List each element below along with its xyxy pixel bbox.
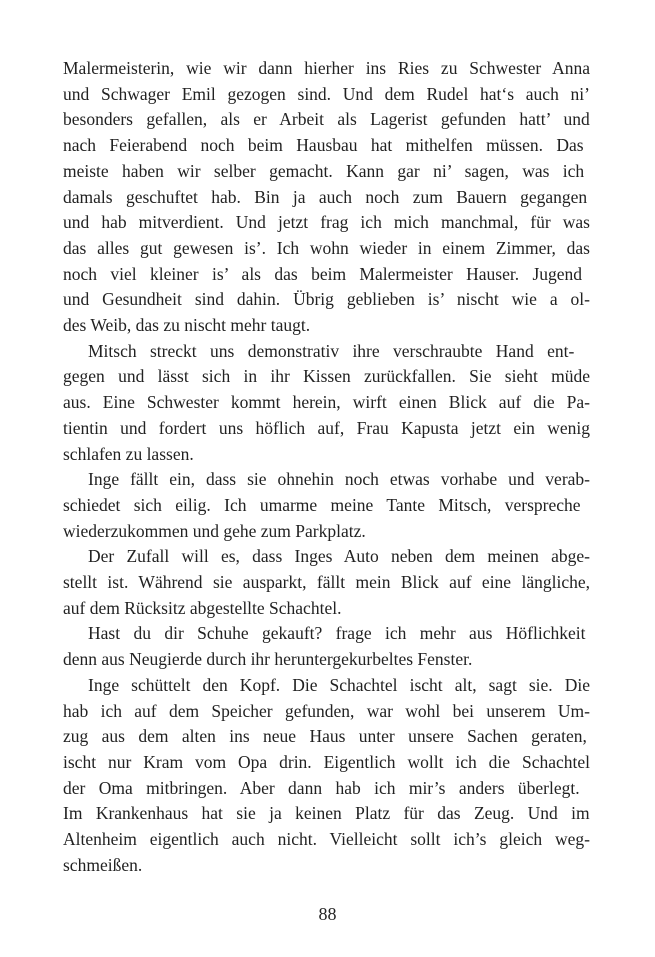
text-line-content: Inge fällt ein, dass sie ohnehin noch etwas vorhabe und verab-: [88, 469, 590, 490]
text-line: [63, 493, 590, 519]
text-line: [63, 107, 590, 133]
text-line: [63, 519, 590, 545]
text-line-content: Im Krankenhaus hat sie ja keinen Platz für das Zeug. Und im: [63, 803, 590, 824]
text-line: [63, 262, 590, 288]
text-line-content: Mitsch streckt uns demonstrativ ihre verschraubte Hand ent-: [88, 340, 575, 361]
text-line: [63, 210, 590, 236]
text-line-content: Altenheim eigentlich auch nicht. Vielleicht sollt ich’s gleich weg-: [63, 829, 590, 850]
text-line-content: gegen und lässt sich in ihr Kissen zurückfallen. Sie sieht müde: [63, 366, 590, 387]
text-line: [63, 544, 590, 570]
text-line-content: der Oma mitbringen. Aber dann hab ich mir’s anders überlegt.: [63, 777, 580, 798]
text-line: [63, 56, 590, 82]
text-line: [63, 133, 590, 159]
text-line-content: Malermeisterin, wie wir dann hierher ins Ries zu Schwester Anna: [63, 58, 590, 78]
page-text: [63, 56, 590, 879]
text-line: [63, 596, 590, 622]
text-line-content: schiedet sich eilig. Ich umarme meine Tante Mitsch, verspreche: [63, 494, 581, 515]
text-line: [63, 236, 590, 262]
text-line-content: denn aus Neugierde durch ihr heruntergekurbeltes Fenster.: [63, 649, 473, 670]
text-line-content: schlafen zu lassen.: [63, 443, 194, 464]
text-line: [63, 647, 590, 673]
text-line-content: nach Feierabend noch beim Hausbau hat mithelfen müssen. Das: [63, 135, 584, 156]
text-line: [63, 339, 590, 365]
text-line: [63, 853, 590, 879]
text-line-content: auf dem Rücksitz abgestellte Schachtel.: [63, 597, 342, 618]
text-line: [63, 827, 590, 853]
text-line-content: und Schwager Emil gezogen sind. Und dem Rudel hat‘s auch ni’: [63, 83, 590, 104]
text-line-content: besonders gefallen, als er Arbeit als Lagerist gefunden hatt’ und: [63, 109, 590, 130]
text-line: [63, 82, 590, 108]
text-line: [63, 776, 590, 802]
text-line: [63, 364, 590, 390]
text-line: [63, 185, 590, 211]
text-line: [63, 467, 590, 493]
text-line-content: meiste haben wir selber gemacht. Kann gar ni’ sagen, was ich: [63, 160, 585, 181]
text-line: [63, 390, 590, 416]
text-line: [63, 673, 590, 699]
text-line: [63, 313, 590, 339]
text-line: [63, 416, 590, 442]
text-line-content: wiederzukommen und gehe zum Parkplatz.: [63, 520, 366, 541]
text-line: [63, 159, 590, 185]
text-line-content: aus. Eine Schwester kommt herein, wirft einen Blick auf die Pa-: [63, 392, 590, 413]
text-line-content: tientin und fordert uns höflich auf, Frau Kapusta jetzt ein wenig: [63, 417, 590, 438]
text-line-content: und Gesundheit sind dahin. Übrig geblieben is’ nischt wie a ol-: [63, 289, 590, 310]
text-line: [63, 699, 590, 725]
text-line-content: Inge schüttelt den Kopf. Die Schachtel ischt alt, sagt sie. Die: [88, 674, 590, 695]
text-line-content: das alles gut gewesen is’. Ich wohn wieder in einem Zimmer, das: [63, 237, 590, 258]
text-line-content: noch viel kleiner is’ als das beim Malermeister Hauser. Jugend: [63, 263, 583, 284]
text-line: [63, 621, 590, 647]
text-line: [63, 570, 590, 596]
text-line: [63, 750, 590, 776]
text-line-content: stellt ist. Während sie ausparkt, fällt mein Blick auf eine längliche,: [63, 572, 590, 593]
text-line-content: schmeißen.: [63, 854, 143, 875]
text-line: [63, 724, 590, 750]
text-line-content: Der Zufall will es, dass Inges Auto neben dem meinen abge-: [88, 546, 590, 567]
text-line-content: ischt nur Kram vom Opa drin. Eigentlich wollt ich die Schachtel: [63, 751, 590, 772]
page-number: 88: [318, 904, 337, 924]
text-line-content: und hab mitverdient. Und jetzt frag ich mich manchmal, für was: [63, 212, 590, 233]
text-line-content: damals geschuftet hab. Bin ja auch noch zum Bauern gegangen: [63, 186, 588, 207]
text-line: [63, 801, 590, 827]
text-line-content: des Weib, das zu nischt mehr taugt.: [63, 315, 311, 336]
text-line-content: zug aus dem alten ins neue Haus unter unsere Sachen geraten,: [63, 726, 587, 747]
text-line: [63, 287, 590, 313]
text-line: [63, 442, 590, 468]
text-line-content: hab ich auf dem Speicher gefunden, war wohl bei unserem Um-: [63, 700, 590, 721]
text-line-content: Hast du dir Schuhe gekauft? frage ich mehr aus Höflichkeit: [88, 623, 586, 644]
